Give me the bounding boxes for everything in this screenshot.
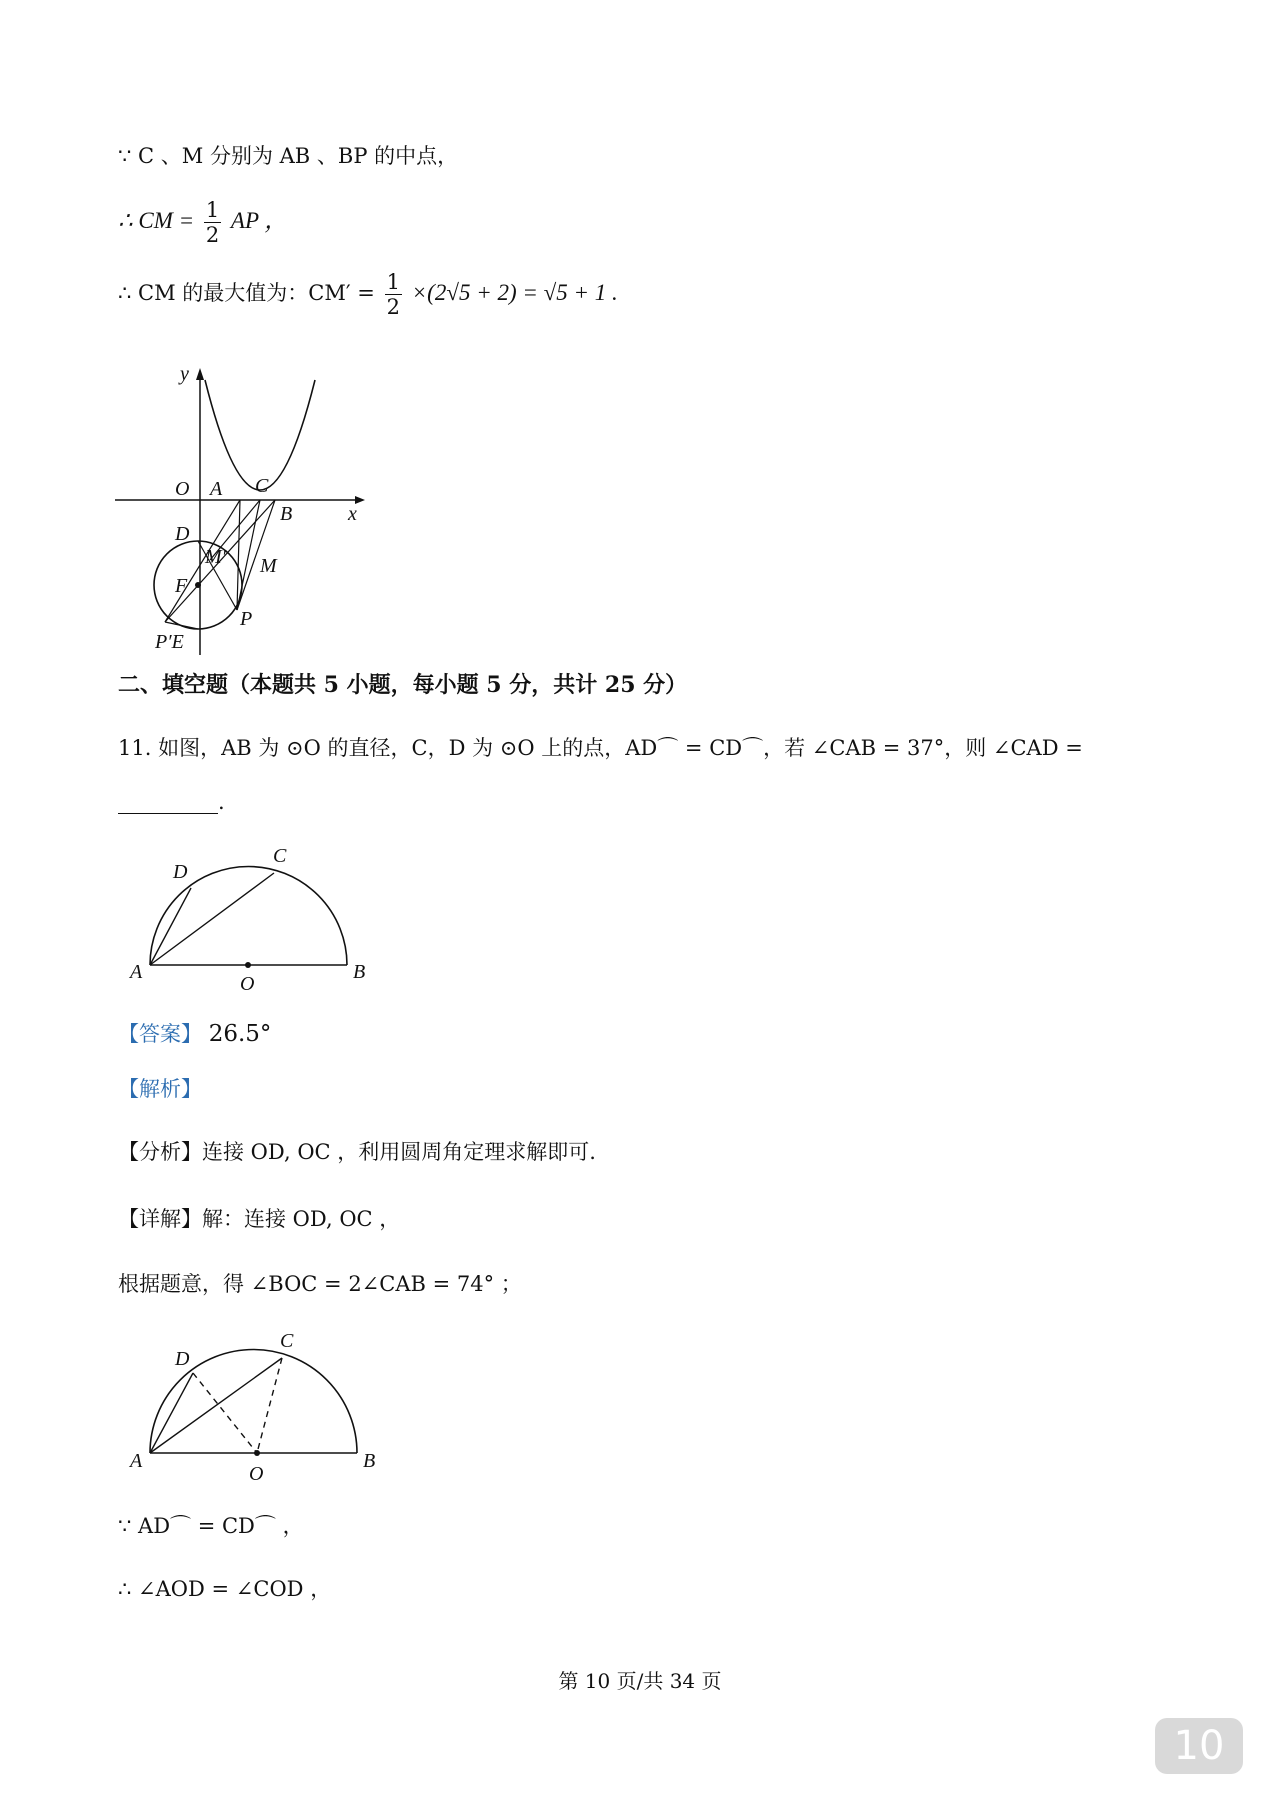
label-pprime-e: P′E: [155, 631, 184, 653]
line-midpoints: ∵ C 、M 分别为 AB 、BP 的中点，: [118, 144, 459, 168]
radius-oc-dashed: [257, 1358, 282, 1453]
segment-pprime-e: [165, 622, 198, 629]
label-o: O: [249, 1463, 264, 1485]
line-cm-max: [118, 270, 618, 319]
label-b: B: [353, 961, 366, 983]
answer-tag: 【答案】: [118, 1022, 202, 1046]
segment-a-p: [237, 500, 240, 610]
parabola-curve: [205, 380, 315, 490]
label-b: B: [363, 1450, 376, 1472]
page-number-badge: 10: [1155, 1718, 1243, 1774]
cm-expr-prefix: ∴ CM =: [118, 208, 195, 233]
section-heading: 二、填空题（本题共 5 小题，每小题 5 分，共计 25 分）: [118, 672, 688, 698]
label-x: x: [348, 503, 357, 525]
fraction-numerator: 1: [205, 198, 220, 222]
analysis-tag: 【解析】: [118, 1077, 202, 1101]
fraction-numerator: 1: [386, 270, 400, 294]
cm-max-prefix: ∴ CM 的最大值为：CM′ =: [118, 281, 375, 305]
label-d: D: [175, 1348, 190, 1370]
fraction-half-2: [385, 270, 402, 319]
answer-line: [118, 1018, 271, 1048]
fraction-denominator: 2: [205, 223, 220, 247]
cm-expr-suffix: AP ，: [230, 208, 288, 233]
figure-semicircle-1: [125, 840, 385, 1000]
answer-blank: [118, 793, 218, 814]
chord-ac: [150, 873, 274, 965]
y-axis-arrow: [196, 368, 204, 380]
label-a: A: [130, 961, 143, 983]
xiangjie-line: [118, 1203, 400, 1233]
label-f: F: [175, 575, 188, 597]
label-p: P: [240, 608, 253, 630]
fenxi-line: [118, 1136, 596, 1166]
chord-ad: [150, 1373, 193, 1453]
xiangjie-text: 解：连接 OD, OC ，: [202, 1207, 401, 1231]
step-boc: 根据题意，得 ∠BOC = 2∠CAB = 74° ；: [118, 1272, 522, 1296]
blank-period: .: [218, 790, 225, 814]
step-angles-equal: ∴ ∠AOD = ∠COD ，: [118, 1577, 332, 1601]
label-c: C: [280, 1330, 294, 1352]
answer-blank-line: [118, 790, 225, 814]
label-d: D: [175, 523, 190, 545]
fraction-half: [204, 198, 221, 247]
page-footer: 第 10 页/共 34 页: [558, 1669, 722, 1693]
label-d: D: [173, 861, 188, 883]
fenxi-tag: 【分析】: [118, 1140, 202, 1164]
fenxi-text: 连接 OD, OC ，利用圆周角定理求解即可.: [202, 1140, 596, 1164]
chord-ad: [150, 888, 191, 965]
chord-ac: [150, 1358, 282, 1453]
label-o: O: [240, 973, 255, 995]
label-o: O: [175, 478, 190, 500]
label-c: C: [273, 845, 287, 867]
line-cm-half-ap: [118, 198, 287, 247]
cm-max-suffix: ×(2√5 + 2) = √5 + 1 .: [411, 280, 618, 305]
label-b: B: [280, 503, 293, 525]
fraction-denominator: 2: [386, 295, 400, 319]
figure-semicircle-2: [125, 1325, 395, 1495]
label-a: A: [210, 478, 223, 500]
center-o: [245, 962, 251, 968]
label-c: C: [255, 475, 269, 497]
label-a: A: [130, 1450, 143, 1472]
label-m-prime: M′: [205, 546, 227, 568]
label-m: M: [260, 555, 277, 577]
question-11: 11. 如图，AB 为 ⊙O 的直径，C，D 为 ⊙O 上的点，AD⌒ = CD⌒，若 ∠CAB = 37°，则 ∠CAD =: [118, 736, 1083, 760]
label-y: y: [180, 363, 189, 385]
xiangjie-tag: 【详解】: [118, 1207, 202, 1231]
segment-a-pprime: [165, 500, 240, 622]
center-o: [254, 1450, 260, 1456]
figure-parabola-circle: [110, 360, 380, 660]
step-arcs-equal: ∵ AD⌒ = CD⌒ ，: [118, 1514, 304, 1538]
point-f: [195, 582, 201, 588]
answer-value: 26.5°: [208, 1021, 272, 1047]
radius-od-dashed: [193, 1373, 257, 1453]
